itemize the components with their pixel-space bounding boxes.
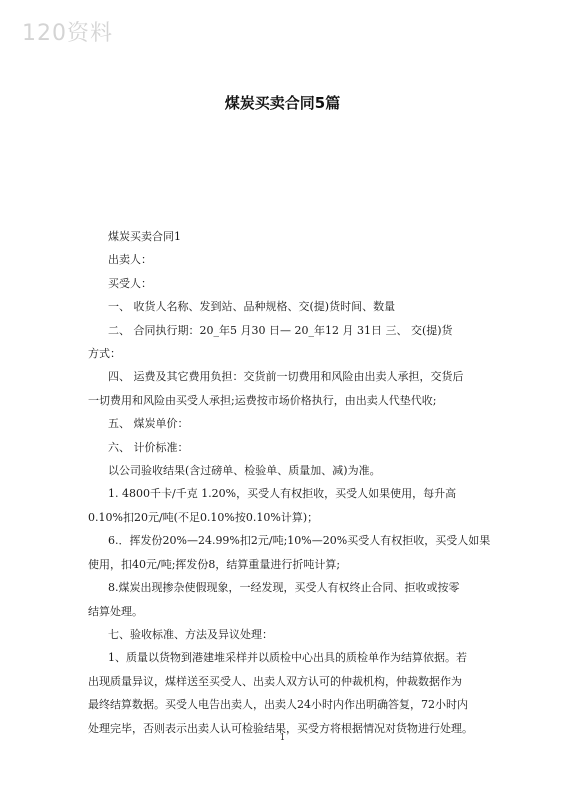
body-line: 出现质量异议，煤样送至买受人、出卖人双方认可的仲裁机构，仲裁数据作为 [88, 674, 462, 688]
body-line: 二、 合同执行期：20_年5 月30 日— 20_年12 月 31日 三、 交(提)货 [108, 323, 453, 337]
page-number: 1 [279, 733, 286, 743]
body-line: 1、质量以货物到港建堆采样并以质检中心出具的质检单作为结算依据。若 [108, 651, 467, 665]
body-line: 使用，扣40元/吨;挥发份8，结算重量进行折吨计算; [88, 557, 341, 571]
body-line: 六、 计价标准： [108, 440, 189, 454]
body-line: 结算处理。 [88, 604, 143, 618]
body-line: 四、 运费及其它费用负担：交货前一切费用和风险由出卖人承担，交货后 [108, 370, 464, 384]
watermark-logo: 120资料 [22, 21, 113, 46]
body-line: 一切费用和风险由买受人承担;运费按市场价格执行，由出卖人代垫代收; [88, 393, 437, 407]
body-line: 五、 煤炭单价： [108, 417, 189, 431]
document-title: 煤炭买卖合同5篇 [224, 94, 341, 112]
body-line: 6.．挥发份20%—24.99%扣2元/吨;10%—20%买受人有权拒收，买受人如果 [108, 534, 491, 548]
body-line: 1. 4800千卡/千克 1.20%，买受人有权拒收，买受人如果使用，每升高 [108, 487, 457, 501]
body-line: 最终结算数据。买受人电告出卖人，出卖人24小时内作出明确答复，72小时内 [88, 698, 468, 712]
document-body [88, 225, 491, 740]
body-line: 0.10%扣20元/吨(不足0.10%按0.10%计算)； [88, 510, 319, 524]
body-line: 8.煤炭出现掺杂使假现象，一经发现，买受人有权终止合同、拒收或按零 [108, 581, 460, 595]
body-line: 买受人： [108, 276, 152, 290]
body-line: 七、验收标准、方法及异议处理： [108, 627, 273, 641]
body-line: 煤炭买卖合同1 [108, 230, 181, 243]
body-line: 以公司验收结果(含过磅单、检验单、质量加、减)为准。 [108, 464, 381, 478]
body-line: 处理完毕，否则表示出卖人认可检验结果，买受方将根据情况对货物进行处理。 [88, 721, 473, 735]
body-line: 一、 收货人名称、发到站、品种规格、交(提)货时间、数量 [108, 300, 396, 314]
body-line: 方式： [88, 347, 121, 361]
body-line: 出卖人： [108, 253, 152, 267]
